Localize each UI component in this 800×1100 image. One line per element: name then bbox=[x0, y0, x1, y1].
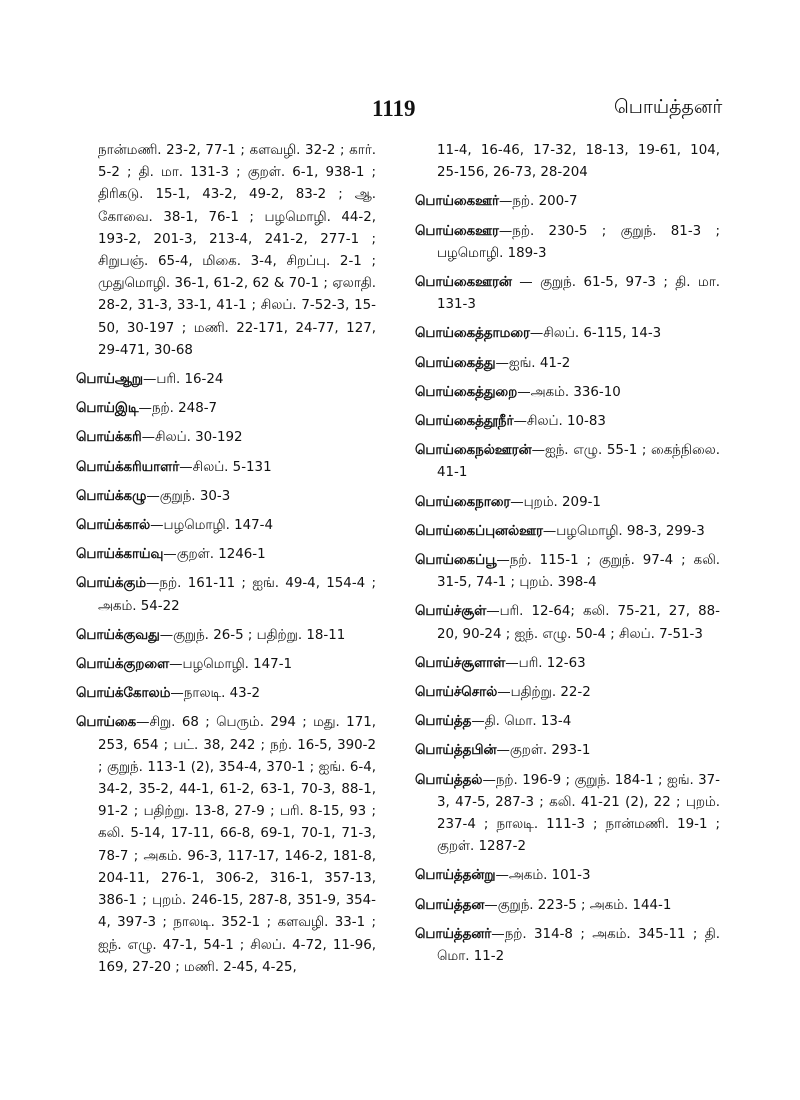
index-entry bbox=[415, 492, 720, 514]
index-entry bbox=[76, 515, 376, 537]
references: நான்மணி. 23-2, 77-1 ; களவழி. 32-2 ; கார். 5-2 ; தி. மா. 131-3 ; குறள். 6-1, 938-1 ; திரிகடு. 15-1, 43-2, 49-2, 83-2 ; ஆ. கோவை. 38-1, 76-1 ; பழமொழி. 44-2, 193-2, 201-3, 213-4, 241-2, 277-1 ; சிறுபஞ். 65-4, மிகை. 3-4, சிறப்பு. 2-1 ; முதுமொழி. 36-1, 61-2, 62 & 70-1 ; ஏலாதி. 28-2, 31-3, 33-1, 41-1 ; சிலப். 7-52-3, 15-50, 30-197 ; மணி. 22-171, 24-77, 127, 29-471, 30-68 bbox=[98, 143, 376, 358]
references: —பழமொழி. 98-3, 299-3 bbox=[542, 523, 705, 539]
index-entry bbox=[76, 486, 376, 508]
index-entry bbox=[415, 521, 720, 543]
references: —சிலப். 5-131 bbox=[179, 459, 272, 475]
references: —குறள். 293-1 bbox=[496, 743, 591, 759]
references: —அகம். 101-3 bbox=[495, 868, 591, 884]
references: —பரி. 16-24 bbox=[143, 372, 224, 388]
index-entry bbox=[415, 191, 720, 213]
references: —குறுந். 26-5 ; பதிற்று. 18-11 bbox=[159, 627, 346, 643]
index-entry bbox=[76, 398, 376, 420]
index-entry bbox=[76, 712, 376, 978]
index-entry bbox=[415, 411, 720, 433]
references: —பழமொழி. 147-1 bbox=[169, 657, 293, 673]
references: — குறுந். 61-5, 97-3 ; தி. மா. 131-3 bbox=[437, 275, 720, 313]
references: —ஐங். 41-2 bbox=[495, 355, 571, 371]
references: 11-4, 16-46, 17-32, 18-13, 19-61, 104, 25-156, 26-73, 28-204 bbox=[437, 143, 720, 181]
references: —அகம். 336-10 bbox=[517, 384, 621, 400]
head-word: பொய்கைஊர் bbox=[415, 194, 499, 210]
index-entry bbox=[76, 683, 376, 705]
head-word: பொய்த்தல் bbox=[415, 772, 483, 788]
head-word: பொய்இடி bbox=[76, 401, 139, 417]
index-entry bbox=[415, 653, 720, 675]
head-word: பொய்க்கோலம் bbox=[76, 686, 171, 702]
head-word: பொய்த்தன bbox=[415, 897, 485, 913]
head-word: பொய்கைப்புனல்ஊர bbox=[415, 523, 543, 539]
index-entry bbox=[415, 895, 720, 917]
references: —பரி. 12-63 bbox=[505, 655, 586, 671]
head-word: பொய்த்தனர் bbox=[415, 926, 492, 942]
references: —பழமொழி. 147-4 bbox=[150, 518, 274, 534]
head-word: பொய்க்கும் bbox=[76, 576, 147, 592]
references: —பரி. 12-64; கலி. 75-21, 27, 88-20, 90-24 ; ஐந். எழு. 50-4 ; சிலப். 7-51-3 bbox=[437, 604, 720, 642]
running-head: பொய்த்தனர் bbox=[614, 96, 723, 118]
right-column bbox=[415, 140, 720, 975]
index-entry bbox=[415, 770, 720, 859]
head-word: பொய்கை bbox=[76, 715, 137, 731]
index-entry bbox=[76, 654, 376, 676]
references: —நற். 115-1 ; குறுந். 97-4 ; கலி. 31-5, 74-1 ; புறம். 398-4 bbox=[437, 553, 720, 591]
head-word: பொய்க்குறளை bbox=[76, 657, 170, 673]
index-entry bbox=[76, 369, 376, 391]
index-entry-continued bbox=[76, 140, 376, 362]
head-word: பொய்க்காய்வு bbox=[76, 547, 164, 563]
references: —குறுந். 30-3 bbox=[146, 488, 231, 504]
index-entry bbox=[76, 427, 376, 449]
references: —நாலடி. 43-2 bbox=[170, 686, 261, 702]
index-entry bbox=[415, 550, 720, 594]
index-entry-continued bbox=[415, 140, 720, 184]
index-entry bbox=[415, 924, 720, 968]
index-entry bbox=[415, 353, 720, 375]
left-column bbox=[76, 140, 376, 986]
head-word: பொய்த்த bbox=[415, 714, 472, 730]
index-entry bbox=[415, 865, 720, 887]
references: —நற். 196-9 ; குறுந். 184-1 ; ஐங். 37-3, 47-5, 287-3 ; கலி. 41-21 (2), 22 ; புறம். 237-4 ; நாலடி. 111-3 ; நான்மணி. 19-1 ; குறள். 1287-2 bbox=[437, 772, 720, 855]
index-entry bbox=[76, 625, 376, 647]
head-word: பொய்த்தன்று bbox=[415, 868, 496, 884]
index-entry bbox=[415, 711, 720, 733]
head-word: பொய்கைத்துறை bbox=[415, 384, 518, 400]
references: —குறள். 1246-1 bbox=[163, 547, 266, 563]
references: —புறம். 209-1 bbox=[510, 494, 601, 510]
head-word: பொய்க்குவது bbox=[76, 627, 160, 643]
references: —நற். 314-8 ; அகம். 345-11 ; தி. மொ. 11-2 bbox=[437, 926, 720, 965]
index-entry bbox=[415, 323, 720, 345]
references: —பதிற்று. 22-2 bbox=[497, 685, 591, 701]
head-word: பொய்க்கரியாளர் bbox=[76, 459, 180, 475]
references: —சிலப். 6-115, 14-3 bbox=[529, 326, 662, 342]
head-word: பொய்ச்சூள் bbox=[415, 604, 487, 620]
references: —குறுந். 223-5 ; அகம். 144-1 bbox=[484, 897, 672, 913]
index-entry bbox=[76, 457, 376, 479]
index-entry bbox=[76, 573, 376, 617]
references: —ஐந். எழு. 55-1 ; கைந்நிலை. 41-1 bbox=[437, 443, 720, 481]
page-number: 1119 bbox=[372, 96, 416, 121]
head-word: பொய்ச்சூளாள் bbox=[415, 655, 506, 671]
head-word: பொய்க்கழு bbox=[76, 488, 147, 504]
references: —சிலப். 10-83 bbox=[513, 414, 606, 430]
head-word: பொய்கைப்பூ bbox=[415, 553, 497, 569]
references: —நற். 161-11 ; ஐங். 49-4, 154-4 ; அகம். 54-22 bbox=[98, 576, 376, 614]
head-word: பொய்கைத்து bbox=[415, 355, 496, 371]
head-word: பொய்க்கால் bbox=[76, 518, 151, 534]
index-entry bbox=[415, 682, 720, 704]
references: —சிலப். 30-192 bbox=[141, 430, 243, 446]
head-word: பொய்கைத்தூநீர் bbox=[415, 414, 514, 430]
index-entry bbox=[415, 740, 720, 762]
head-word: பொய்ஆறு bbox=[76, 372, 143, 388]
head-word: பொய்கைநாரை bbox=[415, 494, 511, 510]
references: —சிறு. 68 ; பெரும். 294 ; மது. 171, 253, 654 ; பட். 38, 242 ; நற். 16-5, 390-2 ; குறுந். 113-1 (2), 354-4, 370-1 ; ஐங். 6-4, 34-2, 35-2, 44-1, 61-2, 63-1, 70-3, 88-1, 91-2 ; பதிற்று. 13-8, 27-9 ; பரி. 8-15, 93 ; கலி. 5-14, 17-11, 66-8, 69-1, 70-1, 71-3, 78-7 ; அகம். 96-3, 117-17, 146-2, 181-8, 204-11, 276-1, 306-2, 316-1, 357-13, 386-1 ; புறம். 246-15, 287-8, 351-9, 354-4, 397-3 ; நாலடி. 352-1 ; களவழி. 33-1 ; ஐந். எழு. 47-1, 54-1 ; சிலப். 4-72, 11-96, 169, 27-20 ; மணி. 2-45, 4-25, bbox=[98, 715, 376, 975]
head-word: பொய்ச்சொல் bbox=[415, 685, 498, 701]
references: —நற். 230-5 ; குறுந். 81-3 ; பழமொழி. 189-3 bbox=[437, 223, 720, 261]
head-word: பொய்கைஊரன் bbox=[415, 275, 512, 291]
head-word: பொய்கைத்தாமரை bbox=[415, 326, 530, 342]
references: —தி. மொ. 13-4 bbox=[471, 714, 572, 730]
index-entry bbox=[415, 382, 720, 404]
index-entry bbox=[415, 221, 720, 265]
head-word: பொய்க்கரி bbox=[76, 430, 142, 446]
head-word: பொய்த்தபின் bbox=[415, 743, 497, 759]
index-entry bbox=[415, 272, 720, 316]
head-word: பொய்கைநல்ஊரன் bbox=[415, 443, 532, 459]
index-entry bbox=[415, 440, 720, 484]
references: —நற். 200-7 bbox=[498, 194, 578, 210]
index-entry bbox=[76, 544, 376, 566]
index-entry bbox=[415, 601, 720, 645]
references: —நற். 248-7 bbox=[138, 401, 218, 417]
head-word: பொய்கைஊர bbox=[415, 223, 499, 239]
